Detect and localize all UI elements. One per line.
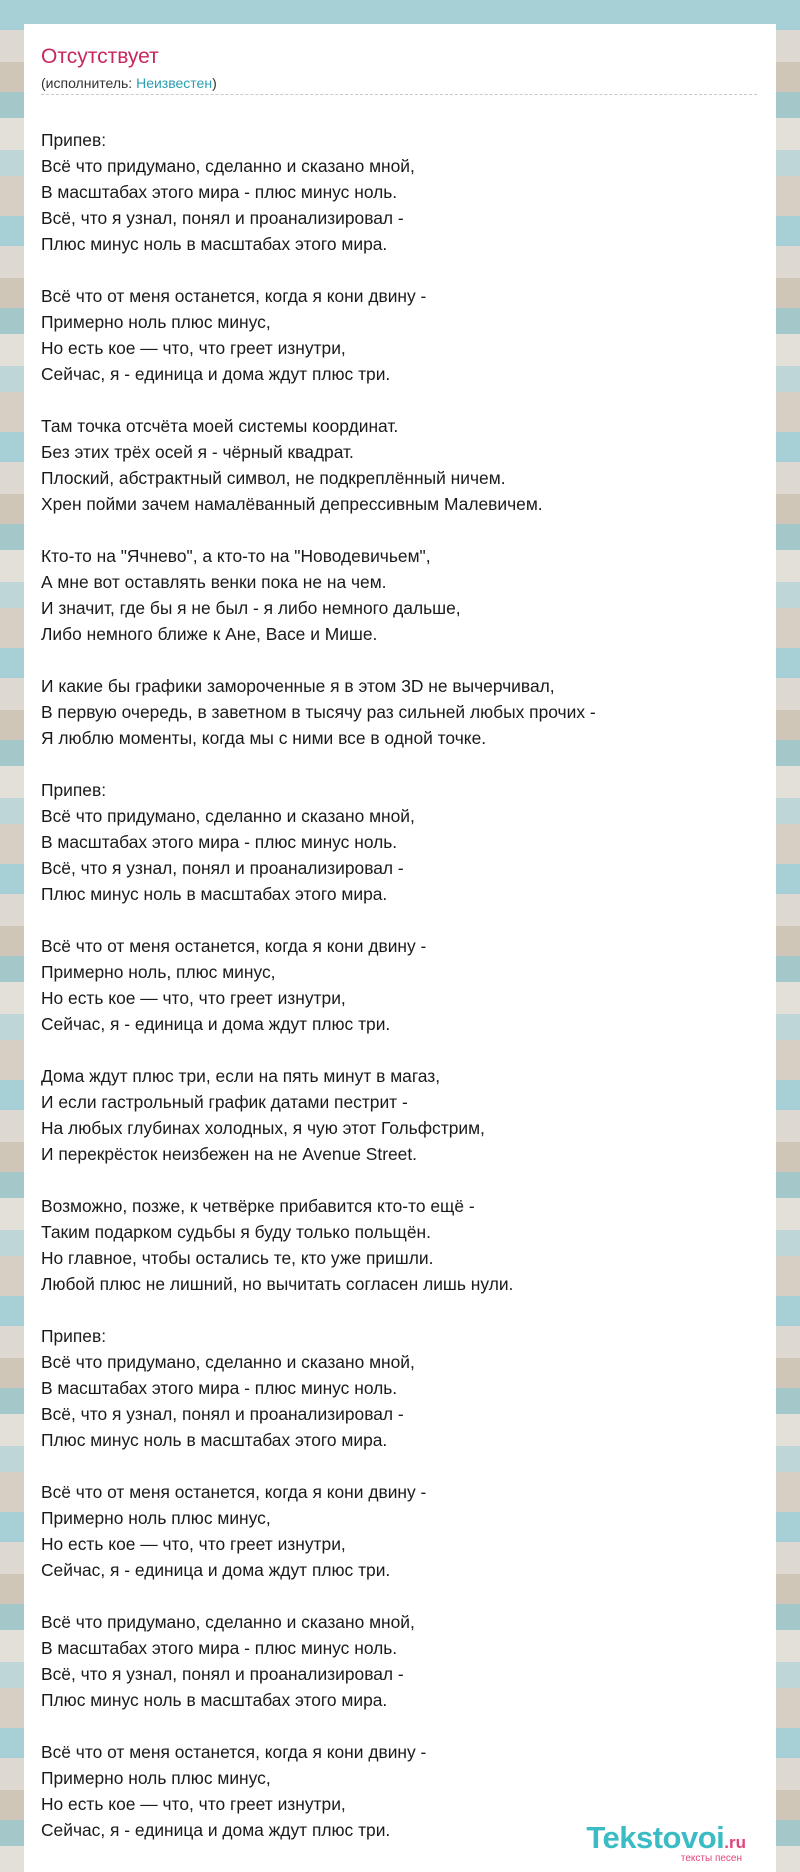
lyrics-line: Хрен пойми зачем намалёванный депрессивным Малевичем. — [41, 494, 543, 514]
artist-prefix: (исполнитель: — [41, 75, 137, 91]
lyrics-line: Всё что от меня останется, когда я кони двину - — [41, 936, 427, 956]
lyrics-line: Там точка отсчёта моей системы координат. — [41, 416, 399, 436]
artist-link[interactable]: Неизвестен — [136, 75, 213, 91]
lyrics-line: И значит, где бы я не был - я либо немного дальше, — [41, 598, 461, 618]
lyrics-line: Но есть кое — что, что греет изнутри, — [41, 988, 346, 1008]
lyrics-stanza — [41, 127, 751, 257]
lyrics-line: Сейчас, я - единица и дома ждут плюс три. — [41, 1560, 391, 1580]
lyrics-line: Припев: — [41, 780, 107, 800]
lyrics-line: Плоский, абстрактный символ, не подкреплённый ничем. — [41, 468, 506, 488]
lyrics-stanza — [41, 1193, 751, 1297]
lyrics-line: Всё, что я узнал, понял и проанализировал - — [41, 208, 404, 228]
lyrics-line: Но есть кое — что, что греет изнутри, — [41, 1534, 346, 1554]
lyrics-stanza — [41, 777, 751, 907]
lyrics-line: И какие бы графики замороченные я в этом 3D не вычерчивал, — [41, 676, 555, 696]
lyrics-line: Припев: — [41, 1326, 107, 1346]
lyrics-stanza — [41, 413, 751, 517]
header-divider — [41, 94, 757, 95]
lyrics-line: Всё что придумано, сделанно и сказано мной, — [41, 1612, 415, 1632]
lyrics-stanza — [41, 933, 751, 1037]
lyrics-line: Всё что от меня останется, когда я кони двину - — [41, 1742, 427, 1762]
lyrics-line: Всё что придумано, сделанно и сказано мной, — [41, 1352, 415, 1372]
lyrics-line: На любых глубинах холодных, я чую этот Гольфстрим, — [41, 1118, 485, 1138]
lyrics-stanza — [41, 1479, 751, 1583]
lyrics-stanza — [41, 283, 751, 387]
lyrics-line: А мне вот оставлять венки пока не на чем. — [41, 572, 387, 592]
lyrics-line: Сейчас, я - единица и дома ждут плюс три. — [41, 364, 391, 384]
lyrics-line: И перекрёсток неизбежен на не Avenue Street. — [41, 1144, 417, 1164]
lyrics-line: Припев: — [41, 130, 107, 150]
lyrics-line: Всё что придумано, сделанно и сказано мной, — [41, 156, 415, 176]
lyrics-line: Примерно ноль плюс минус, — [41, 312, 271, 332]
artist-suffix: ) — [212, 75, 217, 91]
lyrics-line: Я люблю моменты, когда мы с ними все в одной точке. — [41, 728, 487, 748]
lyrics-sheet — [24, 24, 776, 1872]
song-title: Отсутствует — [41, 45, 159, 68]
lyrics-line: В масштабах этого мира - плюс минус ноль. — [41, 1638, 398, 1658]
logo-main-text: Tekstovoi — [586, 1820, 725, 1855]
lyrics-line: Возможно, позже, к четвёрке прибавится кто-то ещё - — [41, 1196, 475, 1216]
lyrics-line: В первую очередь, в заветном в тысячу раз сильней любых прочих - — [41, 702, 596, 722]
lyrics-line: Примерно ноль, плюс минус, — [41, 962, 276, 982]
lyrics-line: И если гастрольный график датами пестрит - — [41, 1092, 408, 1112]
lyrics-line: В масштабах этого мира - плюс минус ноль. — [41, 182, 398, 202]
lyrics-line: Любой плюс не лишний, но вычитать согласен лишь нули. — [41, 1274, 514, 1294]
lyrics-stanza — [41, 1609, 751, 1713]
lyrics-line: Без этих трёх осей я - чёрный квадрат. — [41, 442, 354, 462]
lyrics-line: Но есть кое — что, что греет изнутри, — [41, 338, 346, 358]
lyrics-line: Всё что от меня останется, когда я кони двину - — [41, 286, 427, 306]
lyrics-body — [41, 127, 751, 1869]
lyrics-line: Плюс минус ноль в масштабах этого мира. — [41, 1690, 388, 1710]
lyrics-line: Плюс минус ноль в масштабах этого мира. — [41, 234, 388, 254]
song-header — [41, 44, 757, 95]
lyrics-line: Но есть кое — что, что греет изнутри, — [41, 1794, 346, 1814]
artist-line — [41, 74, 757, 92]
lyrics-line: Всё что от меня останется, когда я кони двину - — [41, 1482, 427, 1502]
site-logo[interactable] — [586, 1822, 746, 1864]
lyrics-line: Сейчас, я - единица и дома ждут плюс три. — [41, 1014, 391, 1034]
logo-subtitle: тексты песен — [680, 1853, 742, 1864]
lyrics-stanza — [41, 1063, 751, 1167]
lyrics-stanza — [41, 673, 751, 751]
lyrics-line: Примерно ноль плюс минус, — [41, 1508, 271, 1528]
lyrics-line: Плюс минус ноль в масштабах этого мира. — [41, 1430, 388, 1450]
lyrics-line: Всё что придумано, сделанно и сказано мной, — [41, 806, 415, 826]
lyrics-line: Сейчас, я - единица и дома ждут плюс три. — [41, 1820, 391, 1840]
lyrics-line: Всё, что я узнал, понял и проанализировал - — [41, 1664, 404, 1684]
lyrics-line: В масштабах этого мира - плюс минус ноль. — [41, 1378, 398, 1398]
lyrics-line: Дома ждут плюс три, если на пять минут в магаз, — [41, 1066, 441, 1086]
lyrics-line: Таким подарком судьбы я буду только польщён. — [41, 1222, 431, 1242]
lyrics-line: Плюс минус ноль в масштабах этого мира. — [41, 884, 388, 904]
lyrics-stanza — [41, 543, 751, 647]
lyrics-line: Либо немного ближе к Ане, Васе и Мише. — [41, 624, 378, 644]
lyrics-line: Но главное, чтобы остались те, кто уже пришли. — [41, 1248, 434, 1268]
lyrics-line: В масштабах этого мира - плюс минус ноль. — [41, 832, 398, 852]
lyrics-stanza — [41, 1323, 751, 1453]
lyrics-line: Всё, что я узнал, понял и проанализировал - — [41, 1404, 404, 1424]
lyrics-line: Примерно ноль плюс минус, — [41, 1768, 271, 1788]
lyrics-line: Всё, что я узнал, понял и проанализировал - — [41, 858, 404, 878]
logo-tld-text: .ru — [724, 1833, 746, 1852]
lyrics-line: Кто-то на "Ячнево", а кто-то на "Новодевичьем", — [41, 546, 431, 566]
